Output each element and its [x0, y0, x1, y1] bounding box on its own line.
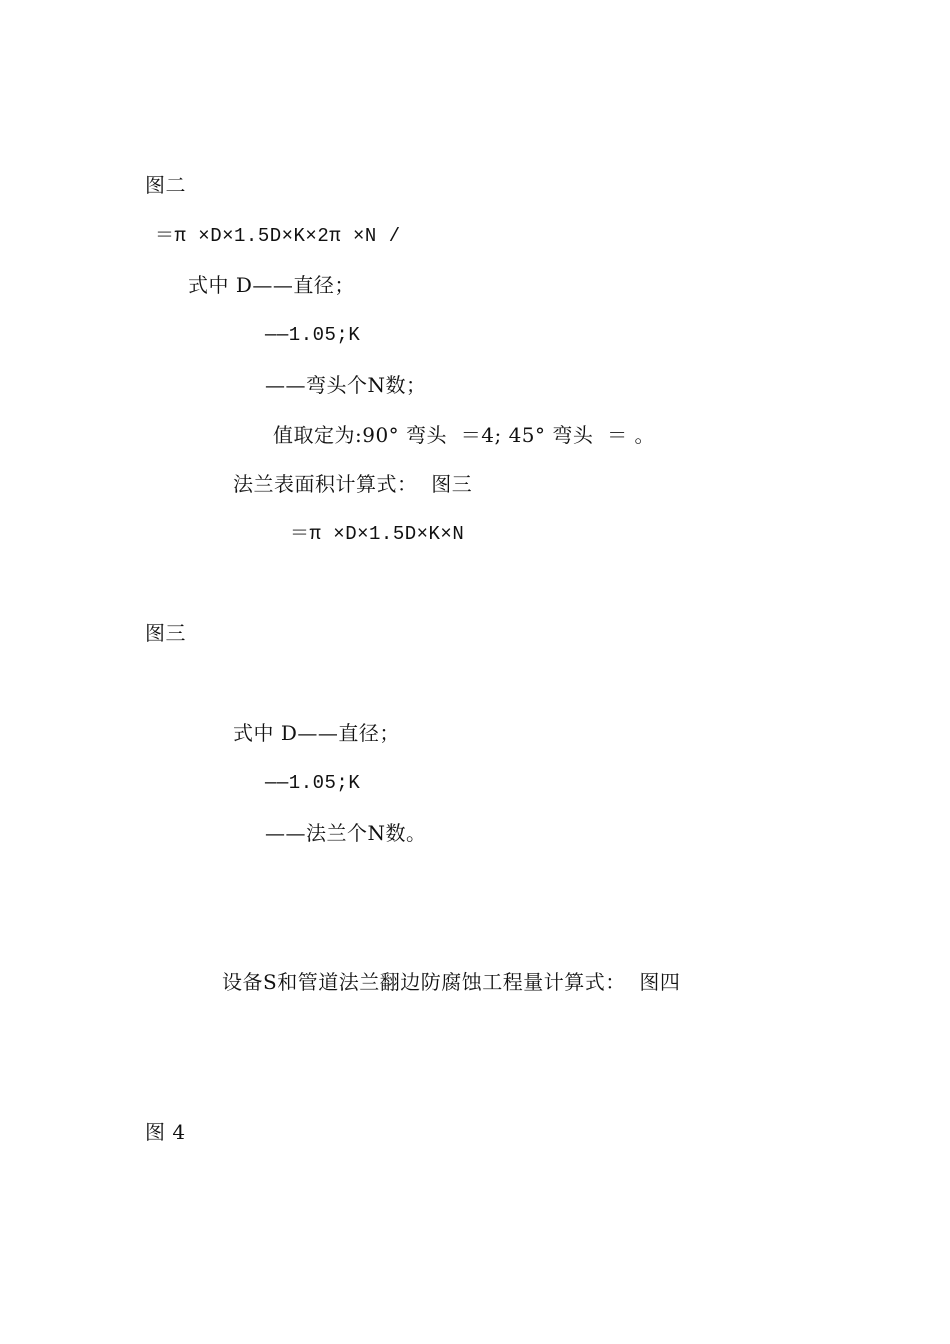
elbow-n-value-rule: 值取定为:90° 弯头 ＝4; 45° 弯头 ＝ 。	[273, 423, 655, 447]
elbow-where-diameter: 式中 D——直径；	[188, 273, 355, 297]
flange-area-title: 法兰表面积计算式： 图三	[233, 472, 473, 496]
flange-area-formula: ＝π ×D×1.5D×K×N	[290, 523, 465, 545]
elbow-coefficient-k: ——1.05;K	[265, 324, 361, 346]
elbow-count-n: ——弯头个N数；	[265, 373, 427, 397]
flange-where-diameter: 式中 D——直径；	[233, 721, 400, 745]
figure-2-label: 图二	[145, 173, 186, 197]
flange-count-n: ——法兰个N数。	[265, 821, 427, 845]
flange-coefficient-k: ——1.05;K	[265, 772, 361, 794]
equipment-flange-title: 设备S和管道法兰翻边防腐蚀工程量计算式： 图四	[222, 970, 681, 994]
figure-3-label: 图三	[145, 621, 186, 645]
figure-4-label: 图 4	[145, 1120, 186, 1144]
elbow-area-formula: ＝π ×D×1.5D×K×2π ×N /	[155, 225, 401, 247]
